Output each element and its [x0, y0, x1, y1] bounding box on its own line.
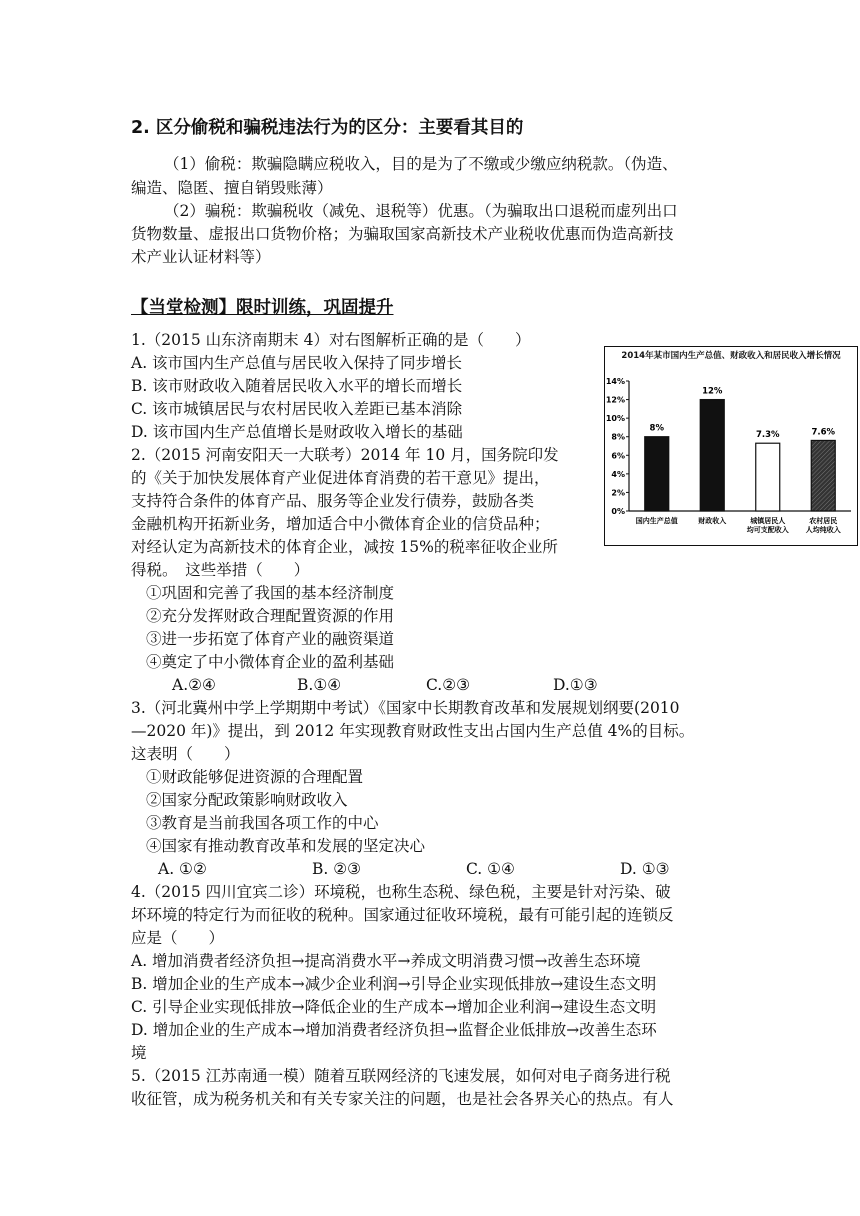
- paragraph-line: （2）骗税：欺骗税收（减免、退税等）优惠。（为骗取出口退税而虚列出口: [164, 202, 678, 220]
- question-1-option-d: D. 该市国内生产总值增长是财政收入增长的基础: [131, 423, 463, 441]
- question-3-option-d: D. ①③: [620, 860, 670, 878]
- question-5-stem: 收征管，成为税务机关和有关专家关注的问题，也是社会各界关心的热点。有人: [131, 1090, 674, 1108]
- y-tick-label: 0%: [611, 507, 625, 516]
- question-3-item: ②国家分配政策影响财政收入: [146, 791, 348, 809]
- question-2-stem: 2.（2015 河南安阳天一大联考）2014 年 10 月，国务院印发: [131, 446, 559, 464]
- question-3-item: ③教育是当前我国各项工作的中心: [146, 814, 379, 832]
- question-2-item: ①巩固和完善了我国的基本经济制度: [146, 584, 395, 602]
- question-3-item: ④国家有推动教育改革和发展的坚定决心: [146, 837, 426, 855]
- paragraph-line: 编造、隐匿、擅自销毁账薄）: [131, 179, 333, 197]
- bar: [700, 400, 724, 511]
- question-4-stem: 4.（2015 四川宜宾二诊）环境税，也称生态税、绿色税，主要是针对污染、破: [131, 883, 671, 901]
- bar: [645, 437, 669, 511]
- question-2-option-a: A.②④: [172, 676, 216, 694]
- question-2-stem: 支持符合条件的体育产品、服务等企业发行债券，鼓励各类: [131, 492, 535, 510]
- question-3-stem: 这表明（ ）: [131, 745, 240, 763]
- question-1-stem: 1.（2015 山东济南期末 4）对右图解析正确的是（ ）: [131, 331, 531, 349]
- question-4-option-a: A. 增加消费者经济负担→提高消费水平→养成文明消费习惯→改善生态环境: [131, 952, 641, 970]
- paragraph-line: 货物数量、虚报出口货物价格；为骗取国家高新技术产业税收优惠而伪造高新技: [131, 225, 674, 243]
- bar-value-label: 7.3%: [755, 430, 780, 441]
- question-4-stem: 应是（ ）: [131, 929, 225, 947]
- question-1-option-c: C. 该市城镇居民与农村居民收入差距已基本消除: [131, 400, 463, 418]
- question-1-option-a: A. 该市国内生产总值与居民收入保持了同步增长: [131, 354, 463, 372]
- x-category-label: 国内生产总值: [635, 517, 678, 525]
- section-heading: 2. 区分偷税和骗税违法行为的区分：主要看其目的: [131, 118, 524, 138]
- question-3-stem: —2020 年)》提出，到 2012 年实现教育财政性支出占国内生产总值 4%的目标。: [131, 722, 695, 740]
- question-2-option-c: C.②③: [426, 676, 471, 694]
- question-5-stem: 5.（2015 江苏南通一模）随着互联网经济的飞速发展，如何对电子商务进行税: [131, 1067, 671, 1085]
- question-3-option-c: C. ①④: [466, 860, 515, 878]
- question-2-item: ③进一步拓宽了体育产业的融资渠道: [146, 630, 395, 648]
- bar: [811, 440, 835, 511]
- question-4-stem: 坏环境的特定行为而征收的税种。国家通过征收环境税，最有可能引起的连锁反: [131, 906, 674, 924]
- y-tick-label: 12%: [605, 395, 625, 405]
- growth-bar-chart: [604, 346, 858, 546]
- bar-value-label: 8%: [649, 423, 664, 434]
- question-4-option-c: C. 引导企业实现低排放→降低企业的生产成本→增加企业利润→建设生态文明: [131, 998, 657, 1016]
- x-category-label: 城镇居民人均可支配收入: [746, 517, 789, 534]
- question-2-item: ②充分发挥财政合理配置资源的作用: [146, 607, 395, 625]
- y-tick-label: 4%: [611, 469, 625, 479]
- y-tick-label: 10%: [605, 414, 625, 424]
- question-4-option-b: B. 增加企业的生产成本→减少企业利润→引导企业实现低排放→建设生态文明: [131, 975, 657, 993]
- bar-value-label: 12%: [702, 386, 723, 397]
- x-category-label: 农村居民人均纯收入: [805, 517, 841, 534]
- question-1-option-b: B. 该市财政收入随着居民收入水平的增长而增长: [131, 377, 463, 395]
- y-tick-label: 14%: [605, 377, 625, 386]
- bar-value-label: 7.6%: [811, 427, 836, 438]
- chart-plot: [605, 347, 857, 545]
- question-2-option-b: B.①④: [297, 676, 342, 694]
- question-2-stem: 金融机构开拓新业务，增加适合中小微体育企业的信贷品种；: [131, 515, 550, 533]
- question-3-option-a: A. ①②: [158, 860, 207, 878]
- y-tick-label: 8%: [611, 432, 625, 442]
- y-tick-label: 6%: [611, 451, 625, 461]
- paragraph-line: 术产业认证材料等）: [131, 248, 271, 266]
- bar: [756, 443, 780, 511]
- question-2-option-d: D.①③: [553, 676, 598, 694]
- question-3-item: ①财政能够促进资源的合理配置: [146, 768, 364, 786]
- question-4-option-d: 境: [131, 1044, 147, 1062]
- question-3-stem: 3.（河北冀州中学上学期期中考试）《国家中长期教育改革和发展规划纲要(2010: [131, 699, 680, 717]
- question-2-stem: 得税。 这些举措（ ）: [131, 561, 310, 579]
- question-2-stem: 对经认定为高新技术的体育企业，减按 15%的税率征收企业所: [131, 538, 558, 556]
- question-4-option-d: D. 增加企业的生产成本→增加消费者经济负担→监督企业低排放→改善生态环: [131, 1021, 657, 1039]
- question-2-stem: 的《关于加快发展体育产业促进体育消费的若干意见》提出，: [131, 469, 550, 487]
- question-2-item: ④奠定了中小微体育企业的盈利基础: [146, 653, 395, 671]
- test-heading: 【当堂检测】限时训练，巩固提升: [131, 298, 394, 318]
- chart-title: 2014年某市国内生产总值、财政收入和居民收入增长情况: [621, 351, 841, 361]
- y-tick-label: 2%: [611, 488, 625, 498]
- paragraph-line: （1）偷税：欺骗隐瞒应税收入，目的是为了不缴或少缴应纳税款。（伪造、: [164, 155, 678, 173]
- x-category-label: 财政收入: [698, 517, 727, 525]
- question-3-option-b: B. ②③: [312, 860, 362, 878]
